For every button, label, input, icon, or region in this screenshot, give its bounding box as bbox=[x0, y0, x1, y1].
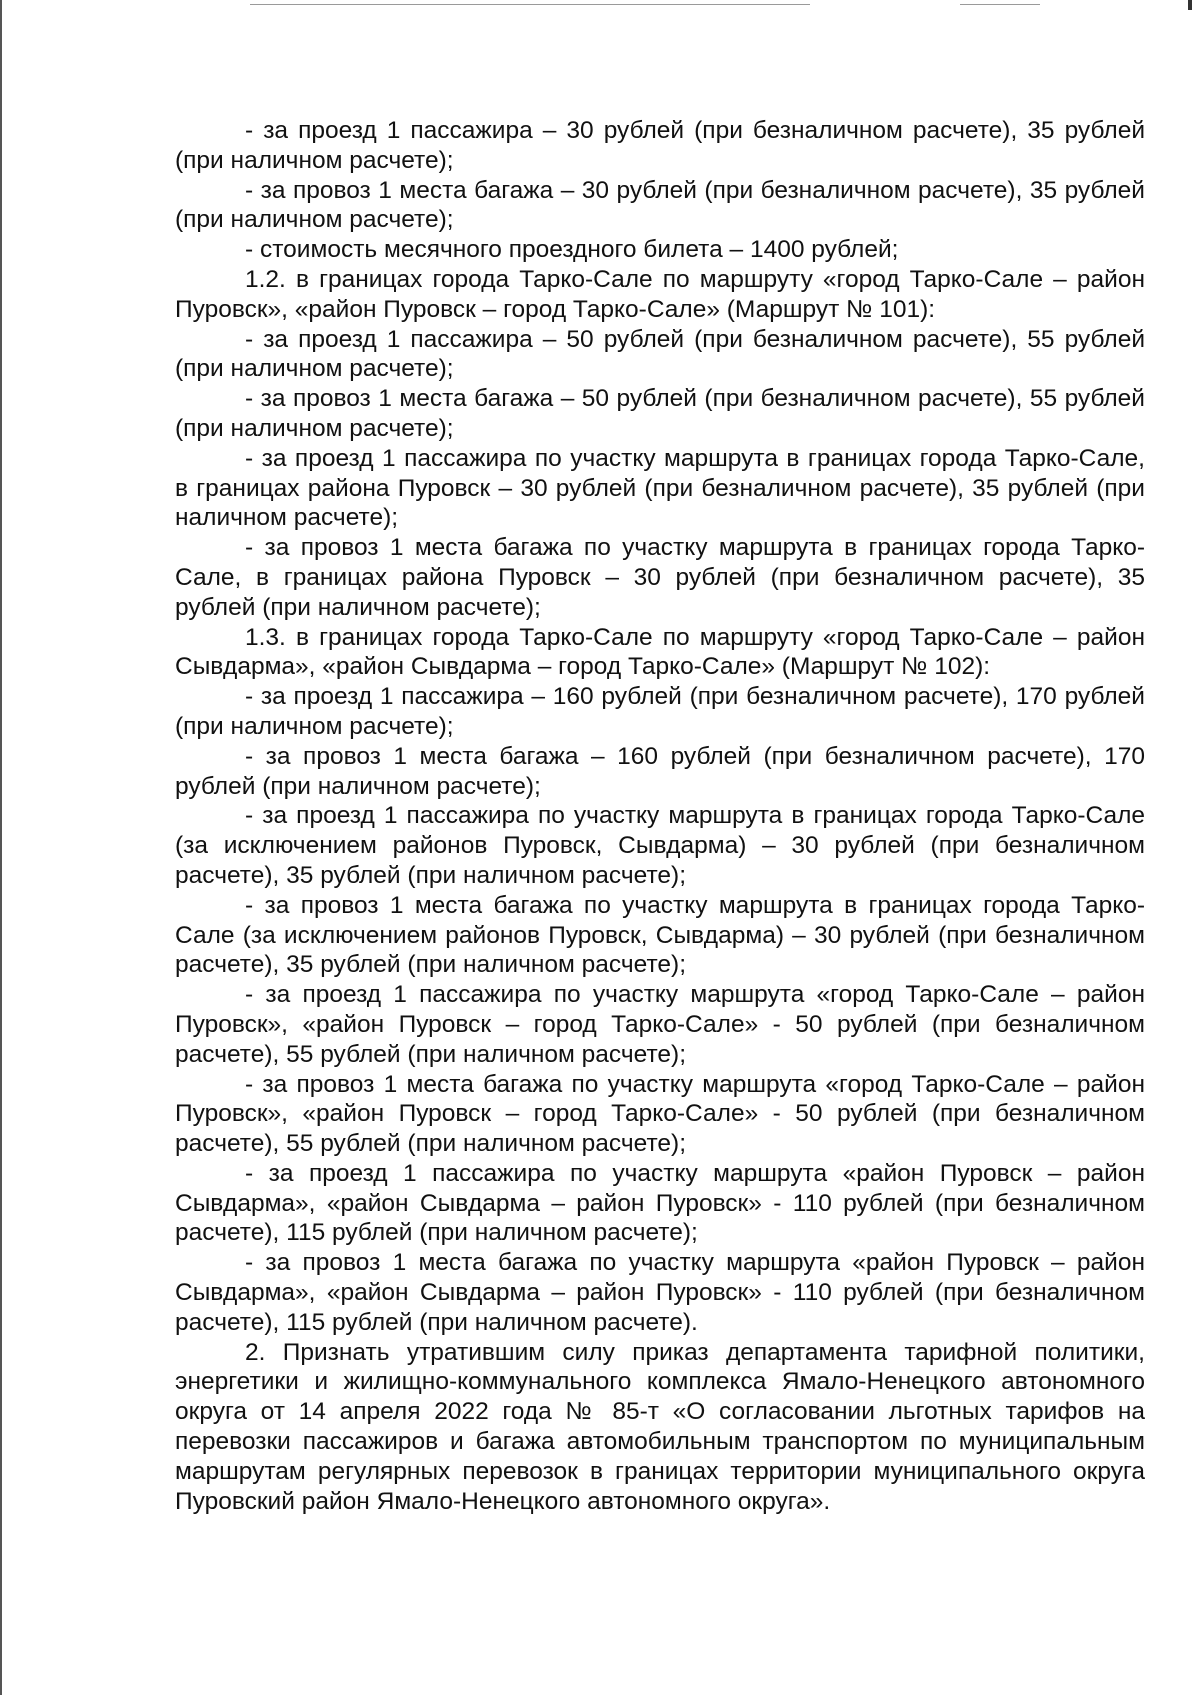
section-1-2-heading: 1.2. в границах города Тарко-Сале по маршруту «город Тарко-Сале – район Пуровск», «район Пуровск – город Тарко-Сале» (Маршрут № 101): bbox=[175, 265, 1145, 323]
tariff-item-102-passenger: - за проезд 1 пассажира – 160 рублей (при безналичном расчете), 170 рублей (при наличном расчете); bbox=[175, 683, 1145, 740]
tariff-item-101-baggage: - за провоз 1 места багажа – 50 рублей (при безналичном расчете), 55 рублей (при наличном расчете); bbox=[175, 385, 1145, 442]
tariff-item-102-baggage: - за провоз 1 места багажа – 160 рублей (при безналичном расчете), 170 рублей (при наличном расчете); bbox=[175, 742, 1145, 800]
scan-corner-mark bbox=[1188, 0, 1192, 10]
tariff-item-101-passenger-segment: - за проезд 1 пассажира по участку маршрута в границах города Тарко-Сале, в границах района Пуровск – 30 рублей (при безналичном расчете), 35 рублей (при наличном расчете); bbox=[175, 444, 1145, 532]
tariff-item-passenger-base: - за проезд 1 пассажира – 30 рублей (при безналичном расчете), 35 рублей (при наличном расчете); bbox=[175, 117, 1145, 174]
tariff-item-102-baggage-purovsk: - за провоз 1 места багажа по участку маршрута «город Тарко-Сале – район Пуровск», «район Пуровск – город Тарко-Сале» - 50 рублей (при безналичном расчете), 55 рублей (при наличном расчете); bbox=[175, 1070, 1145, 1158]
tariff-item-102-baggage-syvdarma: - за провоз 1 места багажа по участку маршрута «район Пуровск – район Сывдарма», «район Сывдарма – район Пуровск» - 110 рублей (при безналичном расчете), 115 рублей (при наличном расчете). bbox=[175, 1249, 1145, 1336]
tariff-item-monthly-ticket: - стоимость месячного проездного билета – 1400 рублей; bbox=[245, 236, 899, 264]
tariff-item-102-passenger-purovsk: - за проезд 1 пассажира по участку маршрута «город Тарко-Сале – район Пуровск», «район Пуровск – город Тарко-Сале» - 50 рублей (при безналичном расчете), 55 рублей (при наличном расчете); bbox=[175, 981, 1145, 1068]
tariff-item-baggage-base: - за провоз 1 места багажа – 30 рублей (при безналичном расчете), 35 рублей (при наличном расчете); bbox=[175, 176, 1145, 234]
scan-top-edge bbox=[250, 4, 810, 5]
tariff-item-102-passenger-city: - за проезд 1 пассажира по участку маршрута в границах города Тарко-Сале (за исключением районов Пуровск, Сывдарма) – 30 рублей (при безналичном расчете), 35 рублей (при наличном расчете); bbox=[175, 802, 1145, 889]
tariff-item-102-baggage-city: - за провоз 1 места багажа по участку маршрута в границах города Тарко-Сале (за исключением районов Пуровск, Сывдарма) – 30 рублей (при безналичном расчете), 35 рублей (при наличном расчете); bbox=[175, 891, 1145, 979]
section-1-3-heading: 1.3. в границах города Тарко-Сале по маршруту «город Тарко-Сале – район Сывдарма», «район Сывдарма – город Тарко-Сале» (Маршрут № 102): bbox=[175, 623, 1145, 681]
tariff-item-102-passenger-syvdarma: - за проезд 1 пассажира по участку маршрута «район Пуровск – район Сывдарма», «район Сывдарма – район Пуровск» - 110 рублей (при безналичном расчете), 115 рублей (при наличном расчете); bbox=[175, 1159, 1145, 1247]
scan-top-edge-right bbox=[960, 4, 1040, 5]
tariff-item-101-baggage-segment: - за провоз 1 места багажа по участку маршрута в границах города Тарко-Сале, в границах района Пуровск – 30 рублей (при безналичном расчете), 35 рублей (при наличном расчете); bbox=[175, 534, 1145, 621]
section-2-repeal: 2. Признать утратившим силу приказ департамента тарифной политики, энергетики и жилищно-коммунального комплекса Ямало-Ненецкого автономного округа от 14 апреля 2022 года № 85-т «О согласовании льготных тарифов на перевозки пассажиров и багажа автомобильным транспортом по муниципальным маршрутам регулярных перевозок в границах территории муниципального округа Пуровский район Ямало-Ненецкого автономного округа». bbox=[175, 1338, 1145, 1515]
tariff-item-101-passenger: - за проезд 1 пассажира – 50 рублей (при безналичном расчете), 55 рублей (при наличном расчете); bbox=[175, 325, 1145, 383]
document-body bbox=[175, 116, 1145, 1516]
scan-left-edge bbox=[0, 0, 2, 1695]
